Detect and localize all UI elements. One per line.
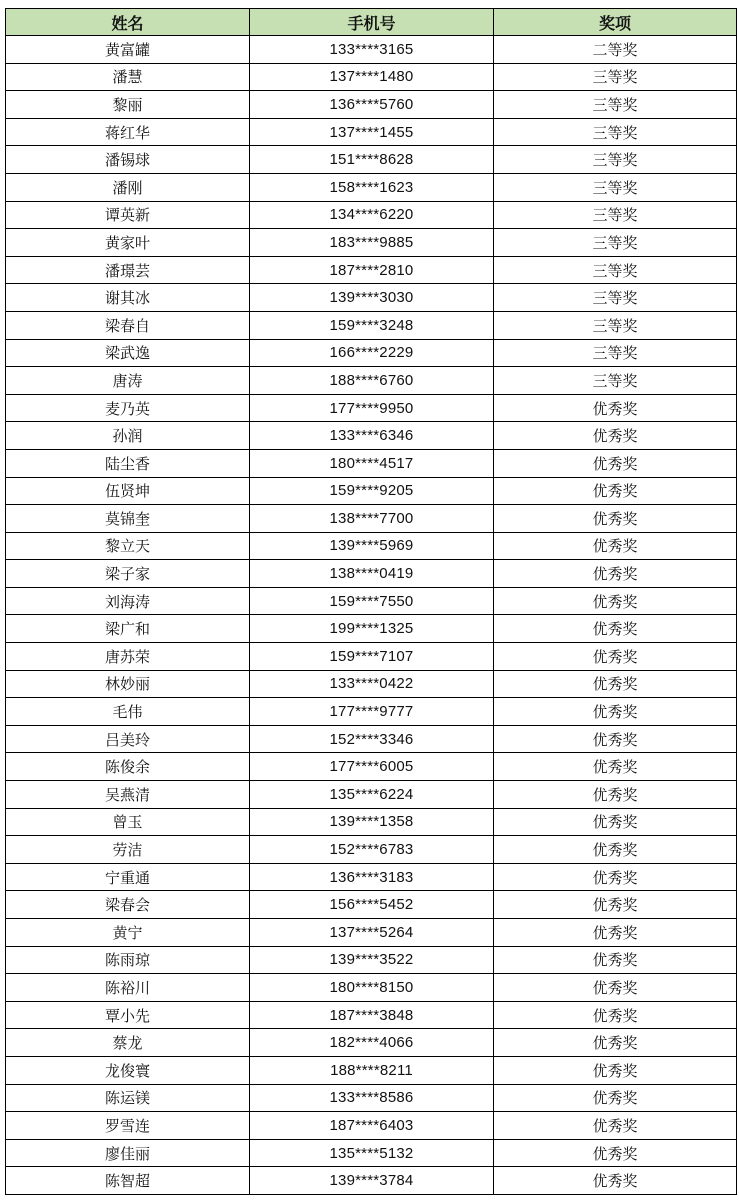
cell-phone: 177****9950: [250, 394, 494, 422]
cell-name: 陆尘香: [6, 449, 250, 477]
table-row: [6, 725, 737, 753]
cell-prize: 优秀奖: [494, 919, 737, 947]
cell-phone: 136****3183: [250, 863, 494, 891]
cell-phone: 159****7107: [250, 643, 494, 671]
cell-phone: 183****9885: [250, 229, 494, 257]
cell-phone: 159****7550: [250, 587, 494, 615]
cell-name: 梁子家: [6, 560, 250, 588]
cell-prize: 三等奖: [494, 229, 737, 257]
cell-phone: 159****9205: [250, 477, 494, 505]
cell-name: 黄宁: [6, 919, 250, 947]
cell-phone: 139****3784: [250, 1167, 494, 1195]
cell-phone: 188****6760: [250, 367, 494, 395]
cell-phone: 136****5760: [250, 91, 494, 119]
cell-name: 曾玉: [6, 808, 250, 836]
header-name: 姓名: [6, 9, 250, 36]
cell-prize: 优秀奖: [494, 422, 737, 450]
cell-prize: 优秀奖: [494, 532, 737, 560]
cell-name: 唐苏荣: [6, 643, 250, 671]
table-row: [6, 753, 737, 781]
cell-prize: 优秀奖: [494, 394, 737, 422]
cell-phone: 139****5969: [250, 532, 494, 560]
cell-phone: 133****6346: [250, 422, 494, 450]
cell-name: 罗雪连: [6, 1112, 250, 1140]
table-row: [6, 36, 737, 64]
cell-phone: 199****1325: [250, 615, 494, 643]
cell-name: 陈裕川: [6, 974, 250, 1002]
cell-phone: 138****7700: [250, 505, 494, 533]
cell-prize: 三等奖: [494, 256, 737, 284]
table-row: [6, 808, 737, 836]
cell-phone: 180****4517: [250, 449, 494, 477]
cell-phone: 187****3848: [250, 1001, 494, 1029]
cell-phone: 134****6220: [250, 201, 494, 229]
cell-prize: 优秀奖: [494, 946, 737, 974]
cell-phone: 177****9777: [250, 698, 494, 726]
cell-prize: 优秀奖: [494, 836, 737, 864]
cell-name: 陈运镁: [6, 1084, 250, 1112]
cell-prize: 优秀奖: [494, 1029, 737, 1057]
cell-phone: 152****6783: [250, 836, 494, 864]
cell-name: 潘璟芸: [6, 256, 250, 284]
cell-name: 吕美玲: [6, 725, 250, 753]
table-row: [6, 891, 737, 919]
cell-phone: 133****8586: [250, 1084, 494, 1112]
cell-phone: 139****1358: [250, 808, 494, 836]
table-row: [6, 284, 737, 312]
cell-phone: 135****6224: [250, 781, 494, 809]
table-row: [6, 1056, 737, 1084]
cell-prize: 三等奖: [494, 63, 737, 91]
table-body: [6, 36, 737, 1195]
table-row: [6, 1084, 737, 1112]
cell-prize: 三等奖: [494, 91, 737, 119]
cell-prize: 优秀奖: [494, 891, 737, 919]
cell-name: 陈雨琼: [6, 946, 250, 974]
table-row: [6, 229, 737, 257]
table-row: [6, 532, 737, 560]
winners-sheet: [5, 8, 737, 1195]
cell-name: 梁武逸: [6, 339, 250, 367]
cell-phone: 158****1623: [250, 173, 494, 201]
table-row: [6, 670, 737, 698]
cell-phone: 188****8211: [250, 1056, 494, 1084]
table-row: [6, 256, 737, 284]
table-row: [6, 339, 737, 367]
cell-phone: 166****2229: [250, 339, 494, 367]
cell-phone: 137****5264: [250, 919, 494, 947]
cell-prize: 优秀奖: [494, 560, 737, 588]
cell-prize: 优秀奖: [494, 615, 737, 643]
table-row: [6, 1139, 737, 1167]
cell-prize: 优秀奖: [494, 974, 737, 1002]
cell-prize: 优秀奖: [494, 449, 737, 477]
cell-name: 黄家叶: [6, 229, 250, 257]
table-row: [6, 643, 737, 671]
cell-prize: 三等奖: [494, 118, 737, 146]
cell-name: 潘锡球: [6, 146, 250, 174]
table-row: [6, 118, 737, 146]
cell-name: 龙俊寰: [6, 1056, 250, 1084]
table-row: [6, 449, 737, 477]
cell-name: 孙润: [6, 422, 250, 450]
cell-name: 宁重通: [6, 863, 250, 891]
table-row: [6, 974, 737, 1002]
cell-name: 梁春自: [6, 311, 250, 339]
cell-name: 梁春会: [6, 891, 250, 919]
header-row: [6, 9, 737, 36]
cell-phone: 177****6005: [250, 753, 494, 781]
cell-name: 陈智超: [6, 1167, 250, 1195]
cell-prize: 三等奖: [494, 284, 737, 312]
table-row: [6, 836, 737, 864]
cell-prize: 优秀奖: [494, 643, 737, 671]
cell-prize: 优秀奖: [494, 781, 737, 809]
cell-name: 梁广和: [6, 615, 250, 643]
cell-name: 林妙丽: [6, 670, 250, 698]
table-row: [6, 505, 737, 533]
cell-name: 莫锦奎: [6, 505, 250, 533]
cell-prize: 优秀奖: [494, 725, 737, 753]
table-row: [6, 919, 737, 947]
table-row: [6, 1167, 737, 1195]
cell-prize: 二等奖: [494, 36, 737, 64]
cell-name: 劳洁: [6, 836, 250, 864]
cell-prize: 优秀奖: [494, 670, 737, 698]
cell-phone: 139****3030: [250, 284, 494, 312]
cell-prize: 优秀奖: [494, 808, 737, 836]
winners-table: [5, 8, 737, 1195]
table-row: [6, 394, 737, 422]
cell-prize: 优秀奖: [494, 1112, 737, 1140]
table-row: [6, 587, 737, 615]
cell-prize: 优秀奖: [494, 753, 737, 781]
cell-name: 谭英新: [6, 201, 250, 229]
cell-name: 潘慧: [6, 63, 250, 91]
cell-name: 蔡龙: [6, 1029, 250, 1057]
cell-name: 伍贤坤: [6, 477, 250, 505]
cell-prize: 三等奖: [494, 339, 737, 367]
table-row: [6, 615, 737, 643]
cell-name: 陈俊余: [6, 753, 250, 781]
table-row: [6, 560, 737, 588]
cell-phone: 135****5132: [250, 1139, 494, 1167]
cell-phone: 137****1455: [250, 118, 494, 146]
cell-prize: 优秀奖: [494, 1167, 737, 1195]
table-row: [6, 173, 737, 201]
table-row: [6, 146, 737, 174]
cell-prize: 优秀奖: [494, 477, 737, 505]
cell-prize: 三等奖: [494, 201, 737, 229]
cell-prize: 三等奖: [494, 367, 737, 395]
cell-name: 蒋红华: [6, 118, 250, 146]
table-row: [6, 946, 737, 974]
table-row: [6, 698, 737, 726]
cell-phone: 139****3522: [250, 946, 494, 974]
cell-prize: 优秀奖: [494, 1139, 737, 1167]
cell-prize: 三等奖: [494, 173, 737, 201]
cell-name: 唐涛: [6, 367, 250, 395]
cell-phone: 133****0422: [250, 670, 494, 698]
cell-name: 黎立天: [6, 532, 250, 560]
table-row: [6, 201, 737, 229]
cell-name: 麦乃英: [6, 394, 250, 422]
cell-phone: 137****1480: [250, 63, 494, 91]
table-row: [6, 1112, 737, 1140]
cell-prize: 优秀奖: [494, 587, 737, 615]
header-prize: 奖项: [494, 9, 737, 36]
cell-prize: 三等奖: [494, 146, 737, 174]
cell-prize: 优秀奖: [494, 1001, 737, 1029]
table-row: [6, 367, 737, 395]
header-phone: 手机号: [250, 9, 494, 36]
cell-name: 黄富罐: [6, 36, 250, 64]
table-row: [6, 311, 737, 339]
cell-phone: 151****8628: [250, 146, 494, 174]
cell-name: 谢其冰: [6, 284, 250, 312]
cell-name: 毛伟: [6, 698, 250, 726]
cell-name: 刘海涛: [6, 587, 250, 615]
cell-name: 吴燕清: [6, 781, 250, 809]
table-row: [6, 1029, 737, 1057]
table-header: [6, 9, 737, 36]
cell-phone: 180****8150: [250, 974, 494, 1002]
table-row: [6, 91, 737, 119]
table-row: [6, 63, 737, 91]
cell-phone: 138****0419: [250, 560, 494, 588]
cell-phone: 133****3165: [250, 36, 494, 64]
cell-prize: 优秀奖: [494, 1084, 737, 1112]
table-row: [6, 1001, 737, 1029]
cell-name: 潘刚: [6, 173, 250, 201]
cell-prize: 优秀奖: [494, 863, 737, 891]
table-row: [6, 863, 737, 891]
cell-phone: 187****2810: [250, 256, 494, 284]
cell-phone: 187****6403: [250, 1112, 494, 1140]
cell-phone: 159****3248: [250, 311, 494, 339]
table-row: [6, 422, 737, 450]
cell-name: 廖佳丽: [6, 1139, 250, 1167]
cell-prize: 优秀奖: [494, 698, 737, 726]
cell-prize: 优秀奖: [494, 1056, 737, 1084]
cell-prize: 三等奖: [494, 311, 737, 339]
table-row: [6, 781, 737, 809]
table-row: [6, 477, 737, 505]
cell-phone: 182****4066: [250, 1029, 494, 1057]
cell-name: 覃小先: [6, 1001, 250, 1029]
cell-phone: 152****3346: [250, 725, 494, 753]
cell-phone: 156****5452: [250, 891, 494, 919]
cell-name: 黎丽: [6, 91, 250, 119]
cell-prize: 优秀奖: [494, 505, 737, 533]
